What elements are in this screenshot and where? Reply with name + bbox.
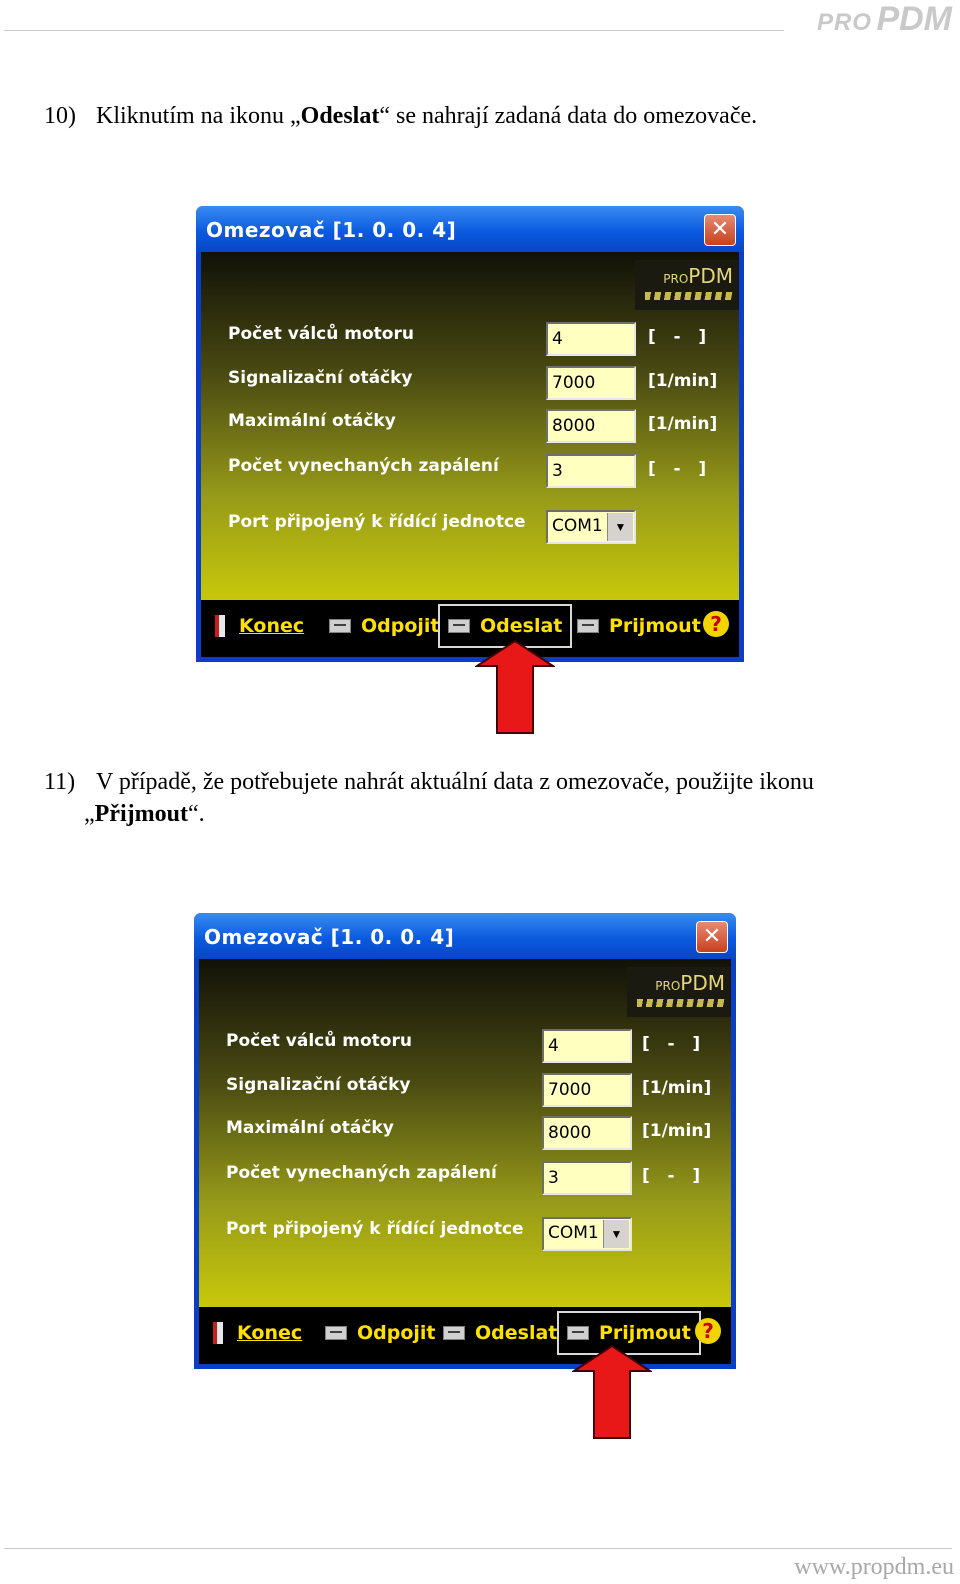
field-row-max-rpm <box>228 409 718 443</box>
field-row-cylinders <box>228 322 718 356</box>
field-row-signal-rpm <box>228 366 718 400</box>
chevron-down-icon[interactable]: ▼ <box>603 1220 629 1248</box>
odeslat-button[interactable]: Odeslat <box>438 604 572 648</box>
cylinders-input[interactable]: 4 <box>542 1029 632 1063</box>
form-area <box>201 252 739 600</box>
window-titlebar[interactable] <box>196 206 744 252</box>
button-icon <box>443 1326 465 1340</box>
field-row-port <box>228 510 718 544</box>
signal-rpm-input[interactable]: 7000 <box>542 1073 632 1107</box>
cylinders-input[interactable]: 4 <box>546 322 636 356</box>
field-label: Port připojený k řídící jednotce <box>226 1219 524 1239</box>
step-10-paragraph: 10) Kliknutím na ikonu „Odeslat“ se nahrají zadaná data do omezovače. <box>44 100 944 132</box>
skipped-ignitions-input[interactable]: 3 <box>546 454 636 488</box>
field-label: Port připojený k řídící jednotce <box>228 512 526 532</box>
odeslat-emphasis: Odeslat <box>300 103 380 129</box>
red-arrow-pointer <box>572 1345 652 1439</box>
field-row-skipped-ignitions <box>226 1161 716 1195</box>
unit-label: [1/min] <box>648 371 718 391</box>
prijmout-button[interactable]: Prijmout <box>575 604 703 648</box>
button-icon <box>448 619 470 633</box>
button-icon <box>329 619 351 633</box>
field-label: Počet vynechaných zapálení <box>228 456 499 476</box>
help-icon[interactable]: ? <box>703 611 729 637</box>
toolbar <box>201 600 739 657</box>
footer-url: www.propdm.eu <box>794 1554 954 1580</box>
unit-label: [ - ] <box>648 327 707 347</box>
button-icon <box>325 1326 347 1340</box>
omezovac-window <box>194 913 736 1369</box>
header-logo: PRO PDM <box>816 0 952 38</box>
odeslat-button[interactable]: Odeslat <box>441 1311 559 1355</box>
odpojit-button[interactable]: Odpojit <box>327 604 442 648</box>
port-select[interactable]: COM1 ▼ <box>546 510 636 544</box>
prijmout-button[interactable]: Prijmout <box>557 1311 701 1355</box>
exit-door-icon <box>213 1322 223 1344</box>
max-rpm-input[interactable]: 8000 <box>546 409 636 443</box>
unit-label: [ - ] <box>642 1166 701 1186</box>
step-11-paragraph: 11) V případě, že potřebujete nahrát aktuální data z omezovače, použijte ikonu „Přijmout“. <box>44 766 944 830</box>
skipped-ignitions-input[interactable]: 3 <box>542 1161 632 1195</box>
unit-label: [ - ] <box>642 1034 701 1054</box>
step-number: 11) <box>44 769 76 795</box>
unit-label: [1/min] <box>648 414 718 434</box>
field-row-skipped-ignitions <box>228 454 718 488</box>
port-select[interactable]: COM1 ▼ <box>542 1217 632 1251</box>
konec-button[interactable]: Konec <box>211 1311 304 1355</box>
field-label: Maximální otáčky <box>228 411 396 431</box>
unit-label: [1/min] <box>642 1078 712 1098</box>
field-label: Signalizační otáčky <box>226 1075 411 1095</box>
omezovac-window <box>196 206 744 662</box>
close-button[interactable]: ✕ <box>696 921 728 953</box>
field-label: Počet válců motoru <box>228 324 414 344</box>
step-number: 10) <box>44 103 76 129</box>
field-label: Maximální otáčky <box>226 1118 394 1138</box>
field-row-signal-rpm <box>226 1073 716 1107</box>
close-button[interactable]: ✕ <box>704 214 736 246</box>
odpojit-button[interactable]: Odpojit <box>323 1311 438 1355</box>
help-icon[interactable]: ? <box>695 1318 721 1344</box>
prijmout-emphasis: Přijmout <box>94 801 188 827</box>
konec-button[interactable]: Konec <box>213 604 306 648</box>
button-icon <box>567 1326 589 1340</box>
form-area <box>199 959 731 1307</box>
red-arrow-pointer <box>475 640 555 734</box>
field-label: Signalizační otáčky <box>228 368 413 388</box>
unit-label: [1/min] <box>642 1121 712 1141</box>
propdm-logo: PROPDM <box>635 260 739 310</box>
field-row-max-rpm <box>226 1116 716 1150</box>
chevron-down-icon[interactable]: ▼ <box>607 513 633 541</box>
window-title: Omezovač [1. 0. 0. 4] <box>206 218 457 242</box>
propdm-logo: PROPDM <box>627 967 731 1017</box>
field-row-cylinders <box>226 1029 716 1063</box>
window-titlebar[interactable] <box>194 913 736 959</box>
field-label: Počet vynechaných zapálení <box>226 1163 497 1183</box>
footer-rule <box>4 1548 952 1549</box>
button-icon <box>577 619 599 633</box>
max-rpm-input[interactable]: 8000 <box>542 1116 632 1150</box>
signal-rpm-input[interactable]: 7000 <box>546 366 636 400</box>
exit-door-icon <box>215 615 225 637</box>
header-rule <box>4 30 784 31</box>
field-row-port <box>226 1217 716 1251</box>
window-title: Omezovač [1. 0. 0. 4] <box>204 925 455 949</box>
unit-label: [ - ] <box>648 459 707 479</box>
field-label: Počet válců motoru <box>226 1031 412 1051</box>
